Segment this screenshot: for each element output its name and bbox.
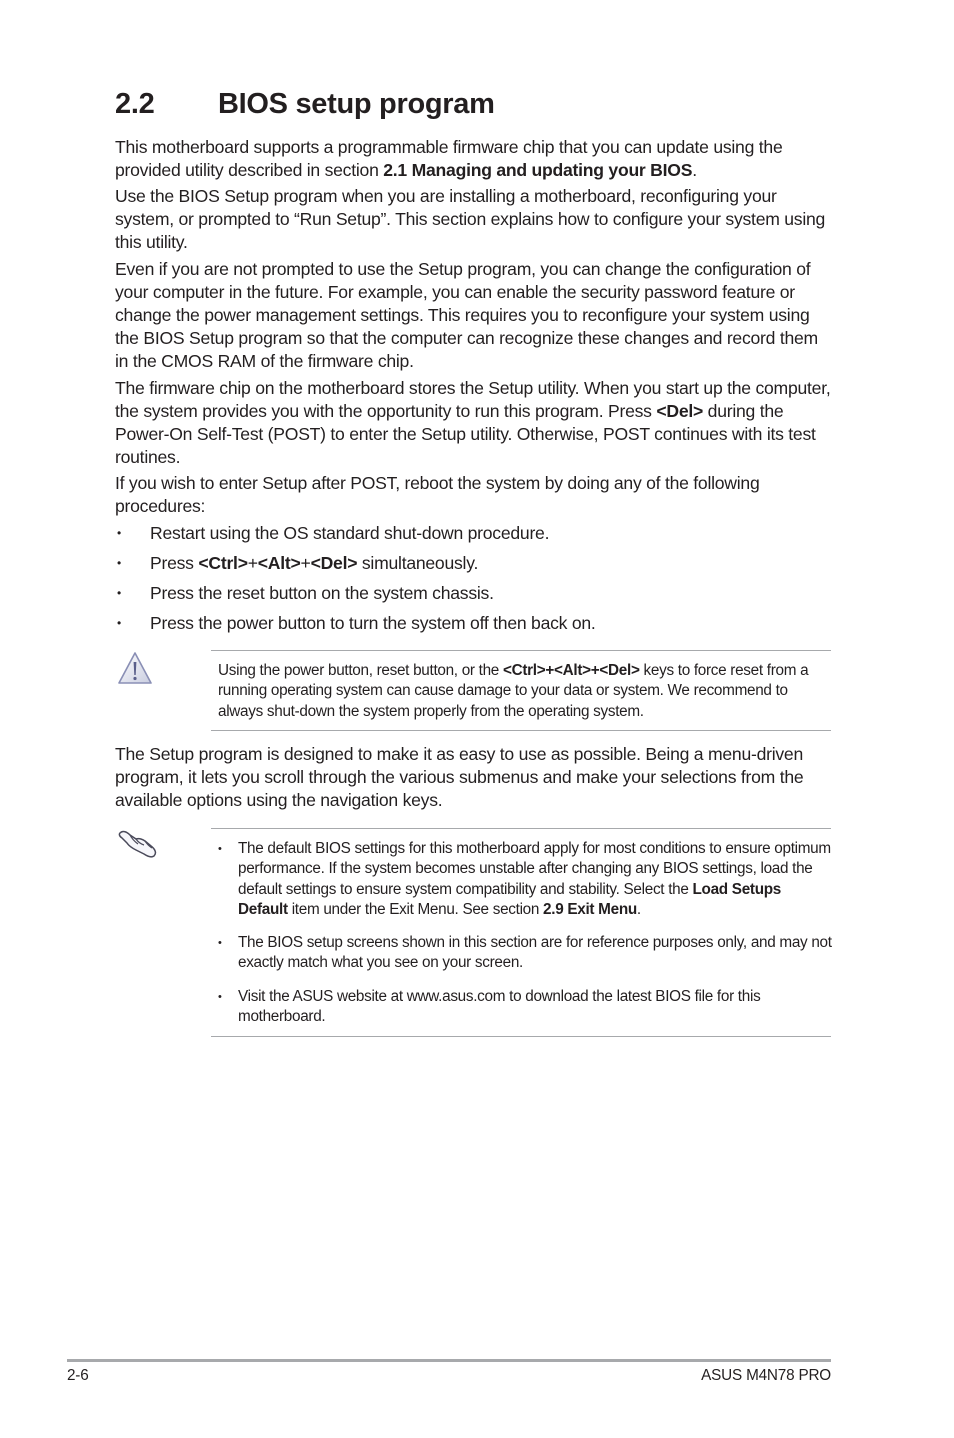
- text: The default BIOS settings for this motherboard apply for most conditions to ensure optimum performance. If the system becomes unstable after changing any BIOS settings, load the default settings to ensure system compatibility and stability. Select the: [238, 840, 831, 898]
- bullet-marker: •: [117, 526, 121, 540]
- text: +: [247, 553, 258, 573]
- text: keys to force reset from a running operating system can cause damage to your data or system. We recommend to always shut-down the system properly from the operating system.: [218, 662, 809, 720]
- note-top-rule: [211, 828, 831, 829]
- key-combo: <Ctrl>+<Alt>+<Del>: [502, 662, 640, 679]
- note-item-text: The BIOS setup screens shown in this section are for reference purposes only, and may not exactly match what you see on your screen.: [238, 934, 832, 972]
- footer-rule: [67, 1359, 831, 1362]
- section-reference: 2.9 Exit Menu: [543, 900, 637, 918]
- section-heading: [115, 88, 495, 121]
- note-bottom-rule: [211, 1036, 831, 1037]
- key-del: <Del>: [310, 553, 358, 573]
- text: .: [636, 900, 641, 918]
- section-number: 2.2: [115, 88, 155, 120]
- key-alt: <Alt>: [257, 553, 301, 573]
- key-del: <Del>: [656, 401, 704, 421]
- paragraph-usage: Use the BIOS Setup program when you are installing a motherboard, reconfiguring your system, or prompted to “Run Setup”. This section explains how to configure your system using this utility.: [115, 186, 826, 252]
- text: Using the power button, reset button, or the: [218, 662, 503, 679]
- key-ctrl: <Ctrl>: [198, 553, 248, 573]
- bullet-marker: •: [218, 843, 222, 855]
- paragraph-text: This motherboard supports a programmable firmware chip that you can update using the provided utility described in section: [115, 137, 783, 180]
- list-item-text: [150, 552, 478, 575]
- paragraph-text: The firmware chip on the motherboard stores the Setup utility. When you start up the computer, the system provides you with the opportunity to run this program. Press: [115, 378, 831, 421]
- paragraph-text: during the Power-On Self-Test (POST) to enter the Setup utility. Otherwise, POST continues with its test routines.: [115, 401, 816, 467]
- section-title: BIOS setup program: [218, 88, 495, 120]
- paragraph-firmware: [115, 377, 835, 469]
- warning-text: [218, 661, 833, 722]
- bullet-marker: •: [117, 616, 121, 630]
- note-item-text: Visit the ASUS website at www.asus.com to download the latest BIOS file for this motherboard.: [238, 988, 761, 1026]
- bullet-marker: •: [117, 586, 121, 600]
- section-reference: 2.1 Managing and updating your BIOS: [383, 160, 693, 180]
- warning-bottom-rule: [211, 730, 831, 731]
- paragraph-intro: [115, 136, 835, 182]
- product-name: ASUS M4N78 PRO: [701, 1367, 831, 1384]
- paragraph-text: .: [692, 160, 697, 180]
- page-number: 2-6: [67, 1367, 89, 1384]
- text: Press: [150, 553, 199, 573]
- bullet-marker: •: [117, 556, 121, 570]
- note-item-text: [238, 839, 833, 920]
- note-hand-icon: [116, 826, 160, 860]
- paragraph-reboot: If you wish to enter Setup after POST, reboot the system by doing any of the following procedures:: [115, 473, 760, 516]
- bullet-marker: •: [218, 991, 222, 1003]
- text: simultaneously.: [357, 553, 479, 573]
- list-item-text: Press the power button to turn the system off then back on.: [150, 613, 596, 633]
- warning-top-rule: [211, 650, 831, 651]
- text: item under the Exit Menu. See section: [287, 900, 544, 918]
- bullet-marker: •: [218, 937, 222, 949]
- paragraph-configuration: Even if you are not prompted to use the Setup program, you can change the configuration of your computer in the future. For example, you can enable the security password feature or change the power management settings. This requires you to reconfigure your system using the BIOS Setup program so that the computer can recognize these changes and record them in the CMOS RAM of the firmware chip.: [115, 259, 818, 371]
- warning-triangle-icon: [116, 650, 154, 686]
- paragraph-navigation: The Setup program is designed to make it as easy to use as possible. Being a menu-driven program, it lets you scroll through the various submenus and make your selections from the available options using the navigation keys.: [115, 744, 804, 810]
- list-item-text: Press the reset button on the system chassis.: [150, 583, 494, 603]
- list-item-text: Restart using the OS standard shut-down procedure.: [150, 523, 550, 543]
- text: +: [300, 553, 311, 573]
- menu-item-reference: Load Setups Default: [238, 880, 782, 918]
